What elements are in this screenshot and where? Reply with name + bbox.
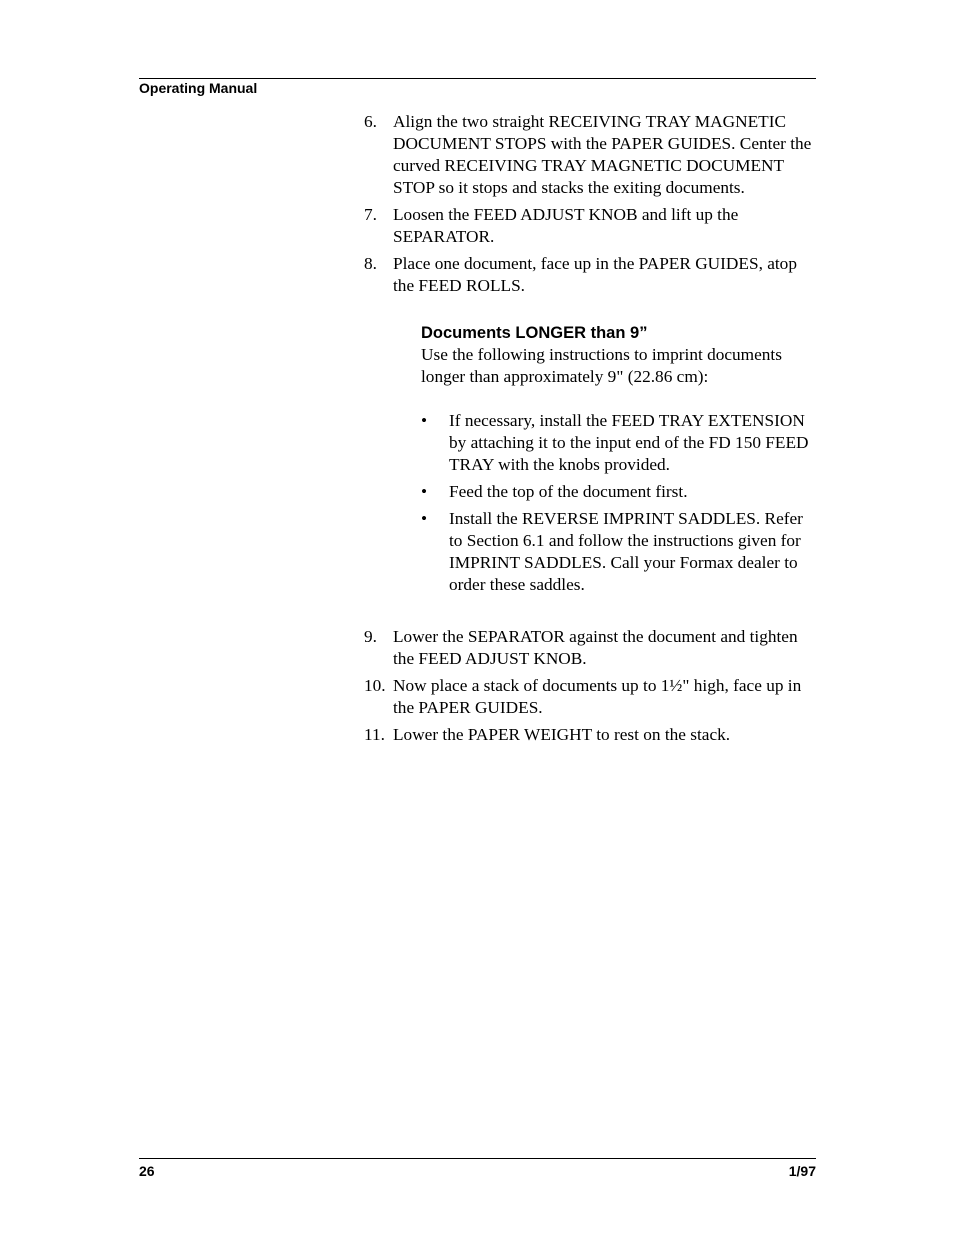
header-title: Operating Manual — [139, 80, 258, 96]
step-text: Place one document, face up in the PAPER GUIDES, atop the FEED ROLLS. — [393, 254, 797, 295]
bullet-item — [421, 481, 816, 503]
page-header — [139, 78, 816, 96]
subsection-title: Documents LONGER than 9” — [421, 324, 648, 342]
step-text: Now place a stack of documents up to 1½" high, face up in the PAPER GUIDES. — [393, 676, 802, 717]
step-number: 8. — [364, 254, 377, 273]
subsection-intro: Use the following instructions to imprint documents longer than approximately 9" (22.86 cm): — [421, 345, 782, 386]
bullet-text: Install the REVERSE IMPRINT SADDLES. Refer to Section 6.1 and follow the instructions given for IMPRINT SADDLES. Call your Formax dealer to order these saddles. — [449, 509, 803, 594]
bullet-item — [421, 508, 816, 596]
step-number: 7. — [364, 205, 377, 224]
bullet-text: Feed the top of the document first. — [449, 482, 688, 501]
step-7 — [364, 204, 816, 248]
bullet-item — [421, 410, 816, 476]
bullet-glyph: • — [421, 411, 428, 430]
subsection-long-documents — [421, 322, 816, 596]
document-body — [364, 111, 816, 751]
step-6 — [364, 111, 816, 199]
step-10 — [364, 675, 816, 719]
step-9 — [364, 626, 816, 670]
step-text: Align the two straight RECEIVING TRAY MAGNETIC DOCUMENT STOPS with the PAPER GUIDES. Center the curved RECEIVING TRAY MAGNETIC DOCUMENT STOP so it stops and stacks the exiting documents. — [393, 112, 812, 197]
page-number: 26 — [139, 1163, 155, 1179]
step-text: Loosen the FEED ADJUST KNOB and lift up the SEPARATOR. — [393, 205, 739, 246]
step-8 — [364, 253, 816, 297]
step-number: 11. — [364, 725, 385, 744]
bullet-text: If necessary, install the FEED TRAY EXTENSION by attaching it to the input end of the FD 150 FEED TRAY with the knobs provided. — [449, 411, 809, 474]
bullet-list — [421, 410, 816, 596]
page-footer — [139, 1158, 816, 1179]
bullet-glyph: • — [421, 509, 428, 528]
step-number: 9. — [364, 627, 377, 646]
step-text: Lower the SEPARATOR against the document and tighten the FEED ADJUST KNOB. — [393, 627, 798, 668]
bullet-glyph: • — [421, 482, 428, 501]
step-number: 10. — [364, 676, 386, 695]
step-text: Lower the PAPER WEIGHT to rest on the stack. — [393, 725, 731, 744]
step-number: 6. — [364, 112, 377, 131]
revision-date: 1/97 — [788, 1163, 816, 1179]
step-11 — [364, 724, 816, 746]
